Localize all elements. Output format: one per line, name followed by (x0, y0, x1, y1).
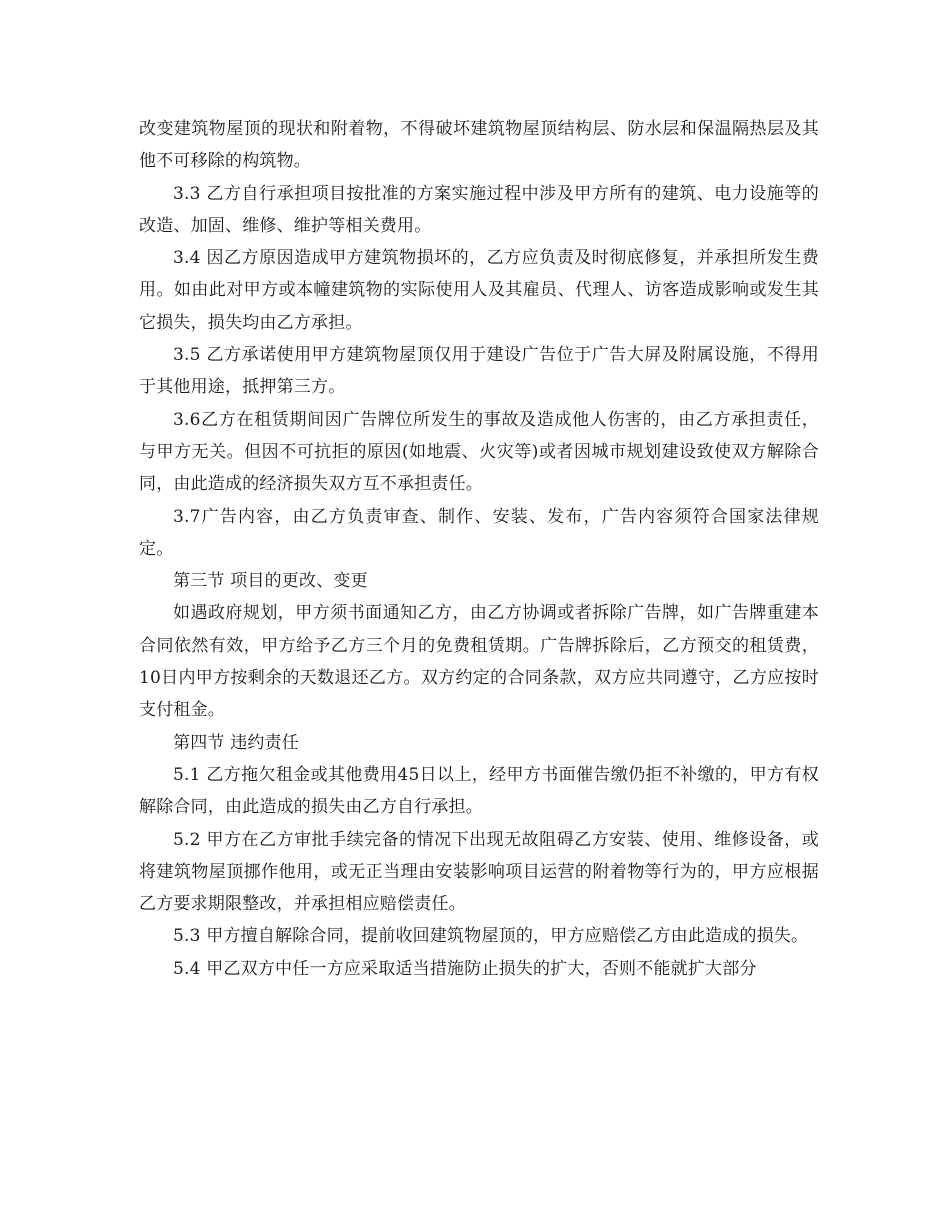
clause-5-3: 5.3 甲方擅自解除合同，提前收回建筑物屋顶的，甲方应赔偿乙方由此造成的损失。 (173, 926, 809, 947)
clause-3-6: 3.6乙方在租赁期间因广告牌位所发生的事故及造成他人伤害的，由乙方承担责任，与甲方无关。但因不可抗拒的原因(如地震、火灾等)或者因城市规划建设致使双方解除合同，由此造成的经济损失双方互不承担责任。 (139, 409, 819, 495)
clause-5-2: 5.2 甲方在乙方审批手续完备的情况下出现无故阻碍乙方安装、使用、维修设备，或将建筑物屋顶挪作他用，或无正当理由安装影响项目运营的附着物等行为的，甲方应根据乙方要求期限整改，并承担相应赔偿责任。 (139, 829, 819, 915)
document-body (139, 113, 819, 985)
section-3-body: 如遇政府规划，甲方须书面通知乙方，由乙方协调或者拆除广告牌，如广告牌重建本合同依然有效，甲方给予乙方三个月的免费租赁期。广告牌拆除后，乙方预交的租赁费，10日内甲方按剩余的天数退还乙方。双方约定的合同条款，双方应共同遵守，乙方应按时支付租金。 (139, 603, 819, 721)
paragraph-continuation: 改变建筑物屋顶的现状和附着物，不得破坏建筑物屋顶结构层、防水层和保温隔热层及其他不可移除的构筑物。 (139, 119, 819, 172)
section-heading-3: 第三节 项目的更改、变更 (173, 571, 368, 592)
clause-3-3: 3.3 乙方自行承担项目按批准的方案实施过程中涉及甲方所有的建筑、电力设施等的改造、加固、维修、维护等相关费用。 (139, 183, 819, 236)
section-heading-4: 第四节 违约责任 (173, 732, 300, 753)
clause-3-5: 3.5 乙方承诺使用甲方建筑物屋顶仅用于建设广告位于广告大屏及附属设施，不得用于其他用途，抵押第三方。 (139, 345, 819, 398)
clause-3-4: 3.4 因乙方原因造成甲方建筑物损坏的，乙方应负责及时彻底修复，并承担所发生费用。如由此对甲方或本幢建筑物的实际使用人及其雇员、代理人、访客造成影响或发生其它损失，损失均由乙方承担。 (139, 248, 819, 333)
clause-5-1: 5.1 乙方拖欠租金或其他费用45日以上，经甲方书面催告缴仍拒不补缴的，甲方有权解除合同，由此造成的损失由乙方自行承担。 (139, 764, 819, 818)
clause-5-4: 5.4 甲乙双方中任一方应采取适当措施防止损失的扩大，否则不能就扩大部分 (173, 958, 757, 979)
clause-3-7: 3.7广告内容，由乙方负责审查、制作、安装、发布，广告内容须符合国家法律规定。 (139, 506, 819, 559)
